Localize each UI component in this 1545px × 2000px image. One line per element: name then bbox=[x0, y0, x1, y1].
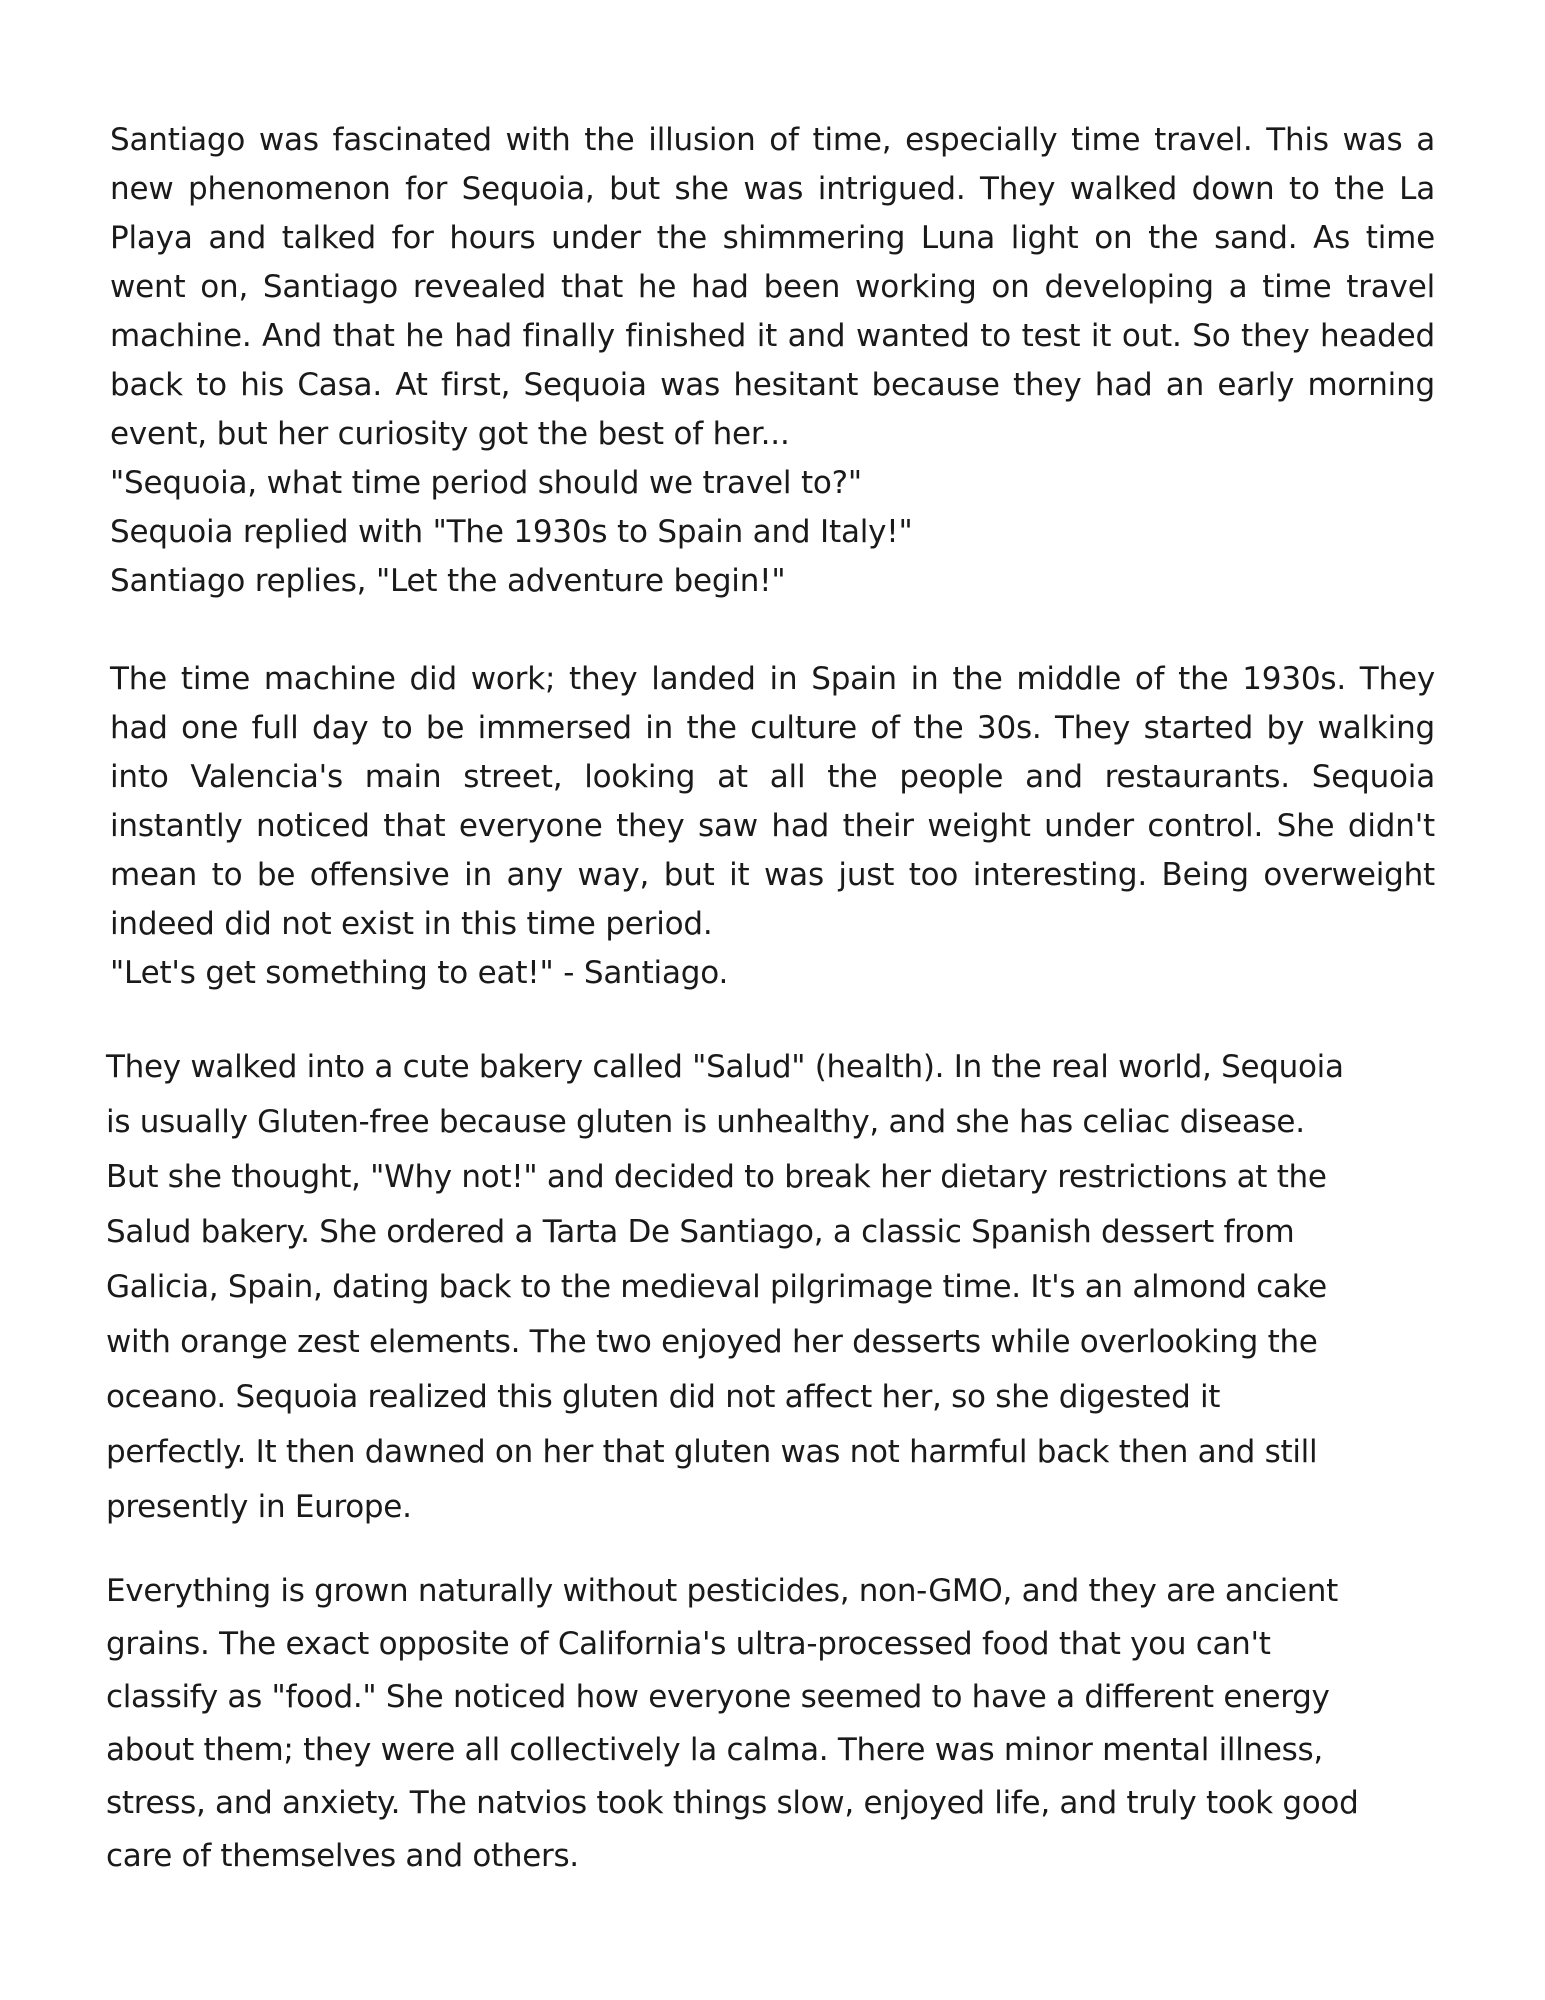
paragraph-line: But she thought, "Why not!" and decided to break her dietary restrictions at the bbox=[106, 1159, 1327, 1195]
paragraph-line: about them; they were all collectively la calma. There was minor mental illness, bbox=[106, 1732, 1323, 1768]
paragraph-bakery bbox=[106, 1040, 1436, 1535]
dialogue-block-1 bbox=[110, 459, 1435, 606]
paragraph-line: oceano. Sequoia realized this gluten did not affect her, so she digested it bbox=[106, 1379, 1221, 1415]
paragraph-spain-1930s bbox=[110, 655, 1435, 949]
dialogue-line: Sequoia replied with "The 1930s to Spain and Italy!" bbox=[110, 514, 913, 550]
paragraph-line: stress, and anxiety. The natvios took things slow, enjoyed life, and truly took good bbox=[106, 1785, 1359, 1821]
paragraph-line: Galicia, Spain, dating back to the medieval pilgrimage time. It's an almond cake bbox=[106, 1269, 1327, 1305]
paragraph-text: The time machine did work; they landed in Spain in the middle of the 1930s. They had one full day to be immersed in the culture of the 30s. They started by walking into Valencia's main street, looking at all the people and restaurants. Sequoia instantly noticed that everyone they saw had their weight under control. She didn't mean to be offensive in any way, but it was just too interesting. Being overweight indeed did not exist in this time period. bbox=[110, 661, 1435, 942]
dialogue-line: Santiago replies, "Let the adventure begin!" bbox=[110, 563, 786, 599]
paragraph-time-travel-intro bbox=[110, 116, 1435, 459]
paragraph-text: Santiago was fascinated with the illusion of time, especially time travel. This was a new phenomenon for Sequoia, but she was intrigued. They walked down to the La Playa and talked for hours under the shimmering Luna light on the sand. As time went on, Santiago revealed that he had been working on developing a time travel machine. And that he had finally finished it and wanted to test it out. So they headed back to his Casa. At first, Sequoia was hesitant because they had an early morning event, but her curiosity got the best of her... bbox=[110, 122, 1435, 452]
paragraph-line: is usually Gluten-free because gluten is unhealthy, and she has celiac disease. bbox=[106, 1104, 1305, 1140]
paragraph-line: presently in Europe. bbox=[106, 1489, 412, 1525]
dialogue-line: "Let's get something to eat!" - Santiago. bbox=[110, 955, 729, 991]
paragraph-line: care of themselves and others. bbox=[106, 1838, 579, 1874]
dialogue-line: "Sequoia, what time period should we travel to?" bbox=[110, 465, 862, 501]
paragraph-natural-food bbox=[106, 1565, 1436, 1883]
paragraph-line: They walked into a cute bakery called "Salud" (health). In the real world, Sequoia bbox=[106, 1049, 1344, 1085]
dialogue-block-2 bbox=[110, 949, 1435, 998]
paragraph-line: Salud bakery. She ordered a Tarta De Santiago, a classic Spanish dessert from bbox=[106, 1214, 1295, 1250]
paragraph-line: with orange zest elements. The two enjoyed her desserts while overlooking the bbox=[106, 1324, 1318, 1360]
paragraph-line: classify as "food." She noticed how everyone seemed to have a different energy bbox=[106, 1679, 1330, 1715]
paragraph-line: grains. The exact opposite of California's ultra-processed food that you can't bbox=[106, 1626, 1271, 1662]
paragraph-line: Everything is grown naturally without pesticides, non-GMO, and they are ancient bbox=[106, 1573, 1338, 1609]
paragraph-line: perfectly. It then dawned on her that gluten was not harmful back then and still bbox=[106, 1434, 1318, 1470]
